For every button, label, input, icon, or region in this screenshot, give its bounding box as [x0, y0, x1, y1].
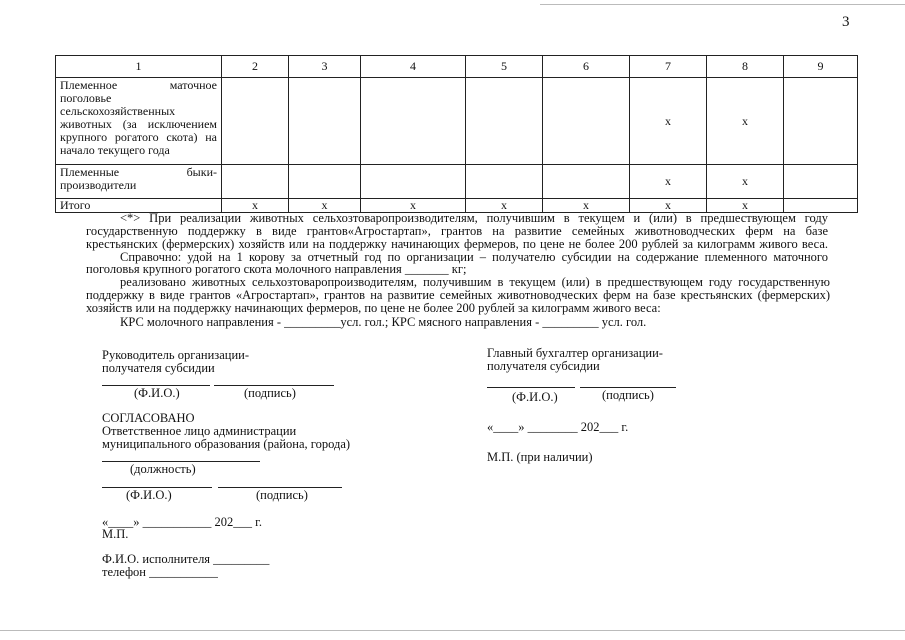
admin-title: Ответственное лицо администрации: [102, 424, 297, 438]
accountant-date: «____» ________ 202___ г.: [487, 420, 629, 434]
accountant-title: Главный бухгалтер организации-: [487, 346, 663, 360]
scan-edge-line: [0, 630, 905, 631]
scan-edge-line: [540, 4, 905, 5]
table-header-cell: 3: [289, 56, 361, 78]
table-cell: [543, 78, 630, 165]
table-cell: х: [466, 199, 543, 213]
table-cell: [289, 165, 361, 199]
table-cell: [784, 78, 858, 165]
table-header-cell: 4: [361, 56, 466, 78]
page-number: 3: [842, 14, 850, 30]
footnote-line: <*> При реализации животных сельхозтоваропроизводителям, получившим в текущем и (или) в предшествующем году: [120, 211, 828, 225]
manager-title-2: получателя субсидии: [102, 361, 215, 375]
table-cell: х: [707, 165, 784, 199]
stamp-place: М.П.: [102, 527, 129, 541]
row-label: Племенные быки-производители: [56, 165, 222, 199]
table-row: [56, 78, 858, 165]
position-caption: (должность): [130, 462, 196, 476]
row-label: Итого: [56, 199, 222, 213]
manager-fio-caption: (Ф.И.О.): [134, 386, 180, 400]
agreed-heading: СОГЛАСОВАНО: [102, 411, 195, 425]
agreed-date: «____» ___________ 202___ г.: [102, 515, 262, 529]
table-header-cell: 8: [707, 56, 784, 78]
accountant-fio-line: [487, 387, 575, 388]
row-label: Племенное маточное поголовье сельскохозяйственных животных (за исключением крупного рогатого скота) на начало текущего года: [56, 78, 222, 165]
table-header-cell: 1: [56, 56, 222, 78]
table-cell: [222, 165, 289, 199]
reference-line: Справочно: удой на 1 корову за отчетный год по организации – получателю субсидии на содержание племенного маточного: [120, 250, 828, 264]
table-cell: х: [630, 199, 707, 213]
reference-line: поддержку в виде грантов «Агростартап», грантов на развитие семейных животноводческих ферм на базе крестьянских (фермерских): [86, 288, 830, 302]
table-cell: х: [707, 78, 784, 165]
table-row: [56, 165, 858, 199]
reference-line: КРС молочного направления - _________усл. гол.; КРС мясного направления - _________ усл. гол.: [120, 315, 647, 329]
admin-sign-caption: (подпись): [256, 488, 308, 502]
reference-line: реализовано животных сельхозтоваропроизводителям, получившим в текущем (или) в предшествующем году государственную: [120, 275, 830, 289]
table-cell: [466, 165, 543, 199]
table-header-cell: 2: [222, 56, 289, 78]
executor-name: Ф.И.О. исполнителя _________: [102, 552, 270, 566]
table-cell: [543, 165, 630, 199]
table-cell: [784, 165, 858, 199]
footnote-line: крестьянских (фермерских) хозяйств или на поддержку начинающих фермеров, по цене не более 200 рублей за килограмм живого веса.: [86, 237, 828, 251]
footnote-line: государственную поддержку в виде грантов«Агростартап», грантов на развитие семейных животноводческих ферм на базе: [86, 224, 828, 238]
table-cell: х: [630, 78, 707, 165]
accountant-sign-caption: (подпись): [602, 388, 654, 402]
manager-sign-caption: (подпись): [244, 386, 296, 400]
table-cell: х: [630, 165, 707, 199]
table-header-row: [56, 56, 858, 78]
executor-phone: телефон ___________: [102, 565, 218, 579]
table-cell: х: [289, 199, 361, 213]
reference-line: хозяйств или на поддержку начинающих фермеров, по цене не более 200 рублей за килограмм живого веса:: [86, 301, 661, 315]
table-header-cell: 7: [630, 56, 707, 78]
accountant-title-2: получателя субсидии: [487, 359, 600, 373]
table-cell: х: [707, 199, 784, 213]
table-cell: [466, 78, 543, 165]
accountant-fio-caption: (Ф.И.О.): [512, 390, 558, 404]
reference-line: поголовья крупного рогатого скота молочного направления _______ кг;: [86, 262, 467, 276]
table-cell: х: [361, 199, 466, 213]
accountant-stamp-place: М.П. (при наличии): [487, 450, 593, 464]
admin-fio-caption: (Ф.И.О.): [126, 488, 172, 502]
data-table: [55, 55, 858, 213]
table-cell: х: [543, 199, 630, 213]
table-header-cell: 5: [466, 56, 543, 78]
manager-title: Руководитель организации-: [102, 348, 249, 362]
table-cell: [289, 78, 361, 165]
table-cell: [361, 78, 466, 165]
table-header-cell: 9: [784, 56, 858, 78]
admin-title-2: муниципального образования (района, города): [102, 437, 351, 451]
table-cell: [361, 165, 466, 199]
table-header-cell: 6: [543, 56, 630, 78]
table-cell: х: [222, 199, 289, 213]
table-cell: [222, 78, 289, 165]
